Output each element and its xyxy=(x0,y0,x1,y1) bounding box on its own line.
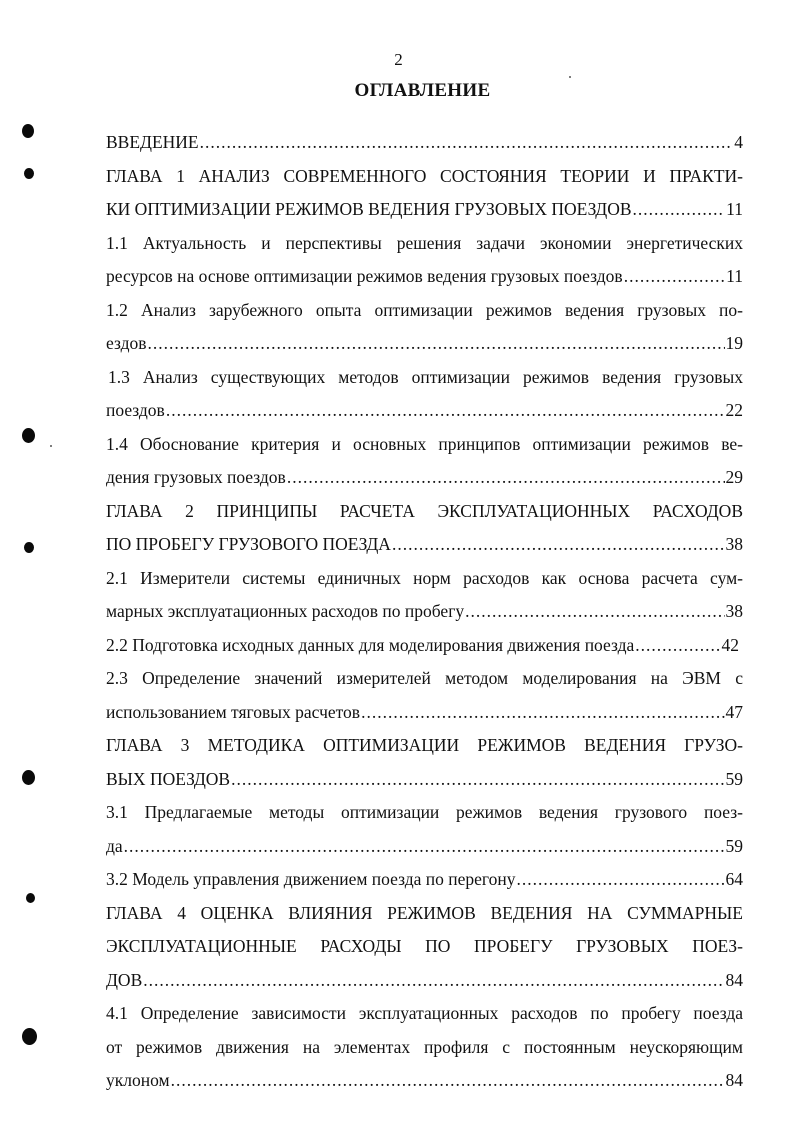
toc-entry-line: 1.1 Актуальность и перспективы решения задачи экономии энергетических xyxy=(106,232,743,253)
toc-entry-line: 1.2 Анализ зарубежного опыта оптимизации режимов ведения грузовых по- xyxy=(106,299,743,320)
toc-entry-line: 2.3 Определение значений измерителей методом моделирования на ЭВМ с xyxy=(106,668,743,688)
toc-entry-section-3-2[interactable] xyxy=(106,863,743,897)
toc-entry-line: ГЛАВА 3 МЕТОДИКА ОПТИМИЗАЦИИ РЕЖИМОВ ВЕДЕНИЯ ГРУЗО- xyxy=(106,735,743,755)
leader-dots xyxy=(465,595,724,629)
toc-entry-line: 1.4 Обоснование критерия и основных принципов оптимизации режимов ве- xyxy=(106,433,743,454)
toc-page-number: 29 xyxy=(725,467,743,487)
toc-entry-intro[interactable] xyxy=(106,126,743,160)
toc-page-number: 19 xyxy=(725,333,743,353)
toc-page-number: 42 xyxy=(721,634,739,655)
toc-entry-section-1-2[interactable] xyxy=(106,294,743,361)
leader-dots xyxy=(200,126,734,160)
toc-entry-line: ДОВ xyxy=(106,969,143,990)
toc-entry-line: да xyxy=(106,835,123,856)
leader-dots xyxy=(166,394,725,428)
toc-page-number: 38 xyxy=(725,601,743,621)
toc-entry-section-2-3[interactable] xyxy=(106,662,743,729)
toc-entry-line: 2.2 Подготовка исходных данных для моделирования движения поезда xyxy=(106,634,635,655)
toc-entry-line: 2.1 Измерители системы единичных норм расходов как основа расчета сум- xyxy=(106,567,743,588)
toc-entry-chapter-4[interactable] xyxy=(106,897,743,998)
toc-page-number: 64 xyxy=(725,869,743,889)
toc-page-number: 11 xyxy=(726,199,743,219)
toc-entry-line: 4.1 Определение зависимости эксплуатационных расходов по пробегу поезда xyxy=(106,1003,743,1023)
toc-entry-line: 3.2 Модель управления движением поезда по перегону xyxy=(106,869,516,889)
punch-hole-mark xyxy=(26,893,35,903)
toc-entry-line: уклоном xyxy=(106,1070,170,1090)
scan-speck xyxy=(569,76,571,78)
punch-hole-mark xyxy=(22,770,35,785)
page-number: 2 xyxy=(394,50,403,69)
toc-page-number: 4 xyxy=(734,132,743,152)
toc-entry-line: 1.3 Анализ существующих методов оптимизации режимов ведения грузовых xyxy=(108,366,743,387)
punch-hole-mark xyxy=(22,1028,37,1045)
toc-entry-title: ВВЕДЕНИЕ xyxy=(106,132,199,152)
toc-page-number: 22 xyxy=(725,400,743,420)
toc-entry-line: от режимов движения на элементах профиля с постоянным неускоряющим xyxy=(106,1036,743,1057)
leader-dots xyxy=(517,863,725,897)
leader-dots xyxy=(124,830,725,864)
leader-dots xyxy=(231,763,724,797)
leader-dots xyxy=(171,1064,725,1098)
toc-entry-line: ЭКСПЛУАТАЦИОННЫЕ РАСХОДЫ ПО ПРОБЕГУ ГРУЗОВЫХ ПОЕЗ- xyxy=(106,936,743,956)
toc-entry-line: ВЫХ ПОЕЗДОВ xyxy=(106,768,231,789)
punch-hole-mark xyxy=(24,542,34,553)
toc-entry-line: ресурсов на основе оптимизации режимов ведения грузовых поездов xyxy=(106,266,623,286)
toc-entry-section-1-3[interactable] xyxy=(106,361,743,428)
toc-entry-section-4-1[interactable] xyxy=(106,997,743,1098)
toc-entry-chapter-2[interactable] xyxy=(106,495,743,562)
leader-dots xyxy=(633,193,726,227)
toc-page-number: 38 xyxy=(725,534,743,554)
toc-entry-line: марных эксплуатационных расходов по пробегу xyxy=(106,601,465,621)
toc-page-number: 11 xyxy=(726,266,743,286)
punch-hole-mark xyxy=(22,124,34,138)
toc-entry-line: дения грузовых поездов xyxy=(106,467,286,487)
toc-entry-chapter-3[interactable] xyxy=(106,729,743,796)
leader-dots xyxy=(635,629,720,663)
toc-entry-line: поездов xyxy=(106,400,165,420)
punch-hole-mark xyxy=(22,428,35,443)
toc-entry-line: ГЛАВА 2 ПРИНЦИПЫ РАСЧЕТА ЭКСПЛУАТАЦИОННЫХ РАСХОДОВ xyxy=(106,500,743,521)
page-title: ОГЛАВЛЕНИЕ xyxy=(354,80,491,101)
toc-entry-section-3-1[interactable] xyxy=(106,796,743,863)
toc-entry-section-1-1[interactable] xyxy=(106,227,743,294)
leader-dots xyxy=(624,260,725,294)
toc-entry-line: 3.1 Предлагаемые методы оптимизации режимов ведения грузового поез- xyxy=(106,802,743,822)
scan-speck xyxy=(50,445,52,447)
leader-dots xyxy=(148,327,725,361)
leader-dots xyxy=(392,528,725,562)
toc-page-number: 47 xyxy=(725,701,743,722)
toc-entry-section-1-4[interactable] xyxy=(106,428,743,495)
toc-entry-line: КИ ОПТИМИЗАЦИИ РЕЖИМОВ ВЕДЕНИЯ ГРУЗОВЫХ ПОЕЗДОВ xyxy=(106,199,632,219)
toc-entry-line: ездов xyxy=(106,333,147,353)
leader-dots xyxy=(287,461,725,495)
punch-hole-mark xyxy=(24,168,34,179)
leader-dots xyxy=(361,696,724,730)
leader-dots xyxy=(143,964,724,998)
toc-page-number: 59 xyxy=(725,835,743,856)
toc-entry-chapter-1[interactable] xyxy=(106,160,743,227)
toc-page-number: 84 xyxy=(725,969,743,990)
toc-entry-section-2-1[interactable] xyxy=(106,562,743,629)
toc-entry-line: ГЛАВА 4 ОЦЕНКА ВЛИЯНИЯ РЕЖИМОВ ВЕДЕНИЯ НА СУММАРНЫЕ xyxy=(106,902,743,923)
toc-entry-line: ГЛАВА 1 АНАЛИЗ СОВРЕМЕННОГО СОСТОЯНИЯ ТЕОРИИ И ПРАКТИ- xyxy=(106,165,743,186)
toc-page-number: 84 xyxy=(725,1070,743,1090)
toc-entry-section-2-2[interactable] xyxy=(106,629,743,663)
toc-entry-line: ПО ПРОБЕГУ ГРУЗОВОГО ПОЕЗДА xyxy=(106,534,391,554)
toc-entry-line: использованием тяговых расчетов xyxy=(106,701,361,722)
table-of-contents xyxy=(106,126,743,1098)
toc-page-number: 59 xyxy=(725,768,743,789)
